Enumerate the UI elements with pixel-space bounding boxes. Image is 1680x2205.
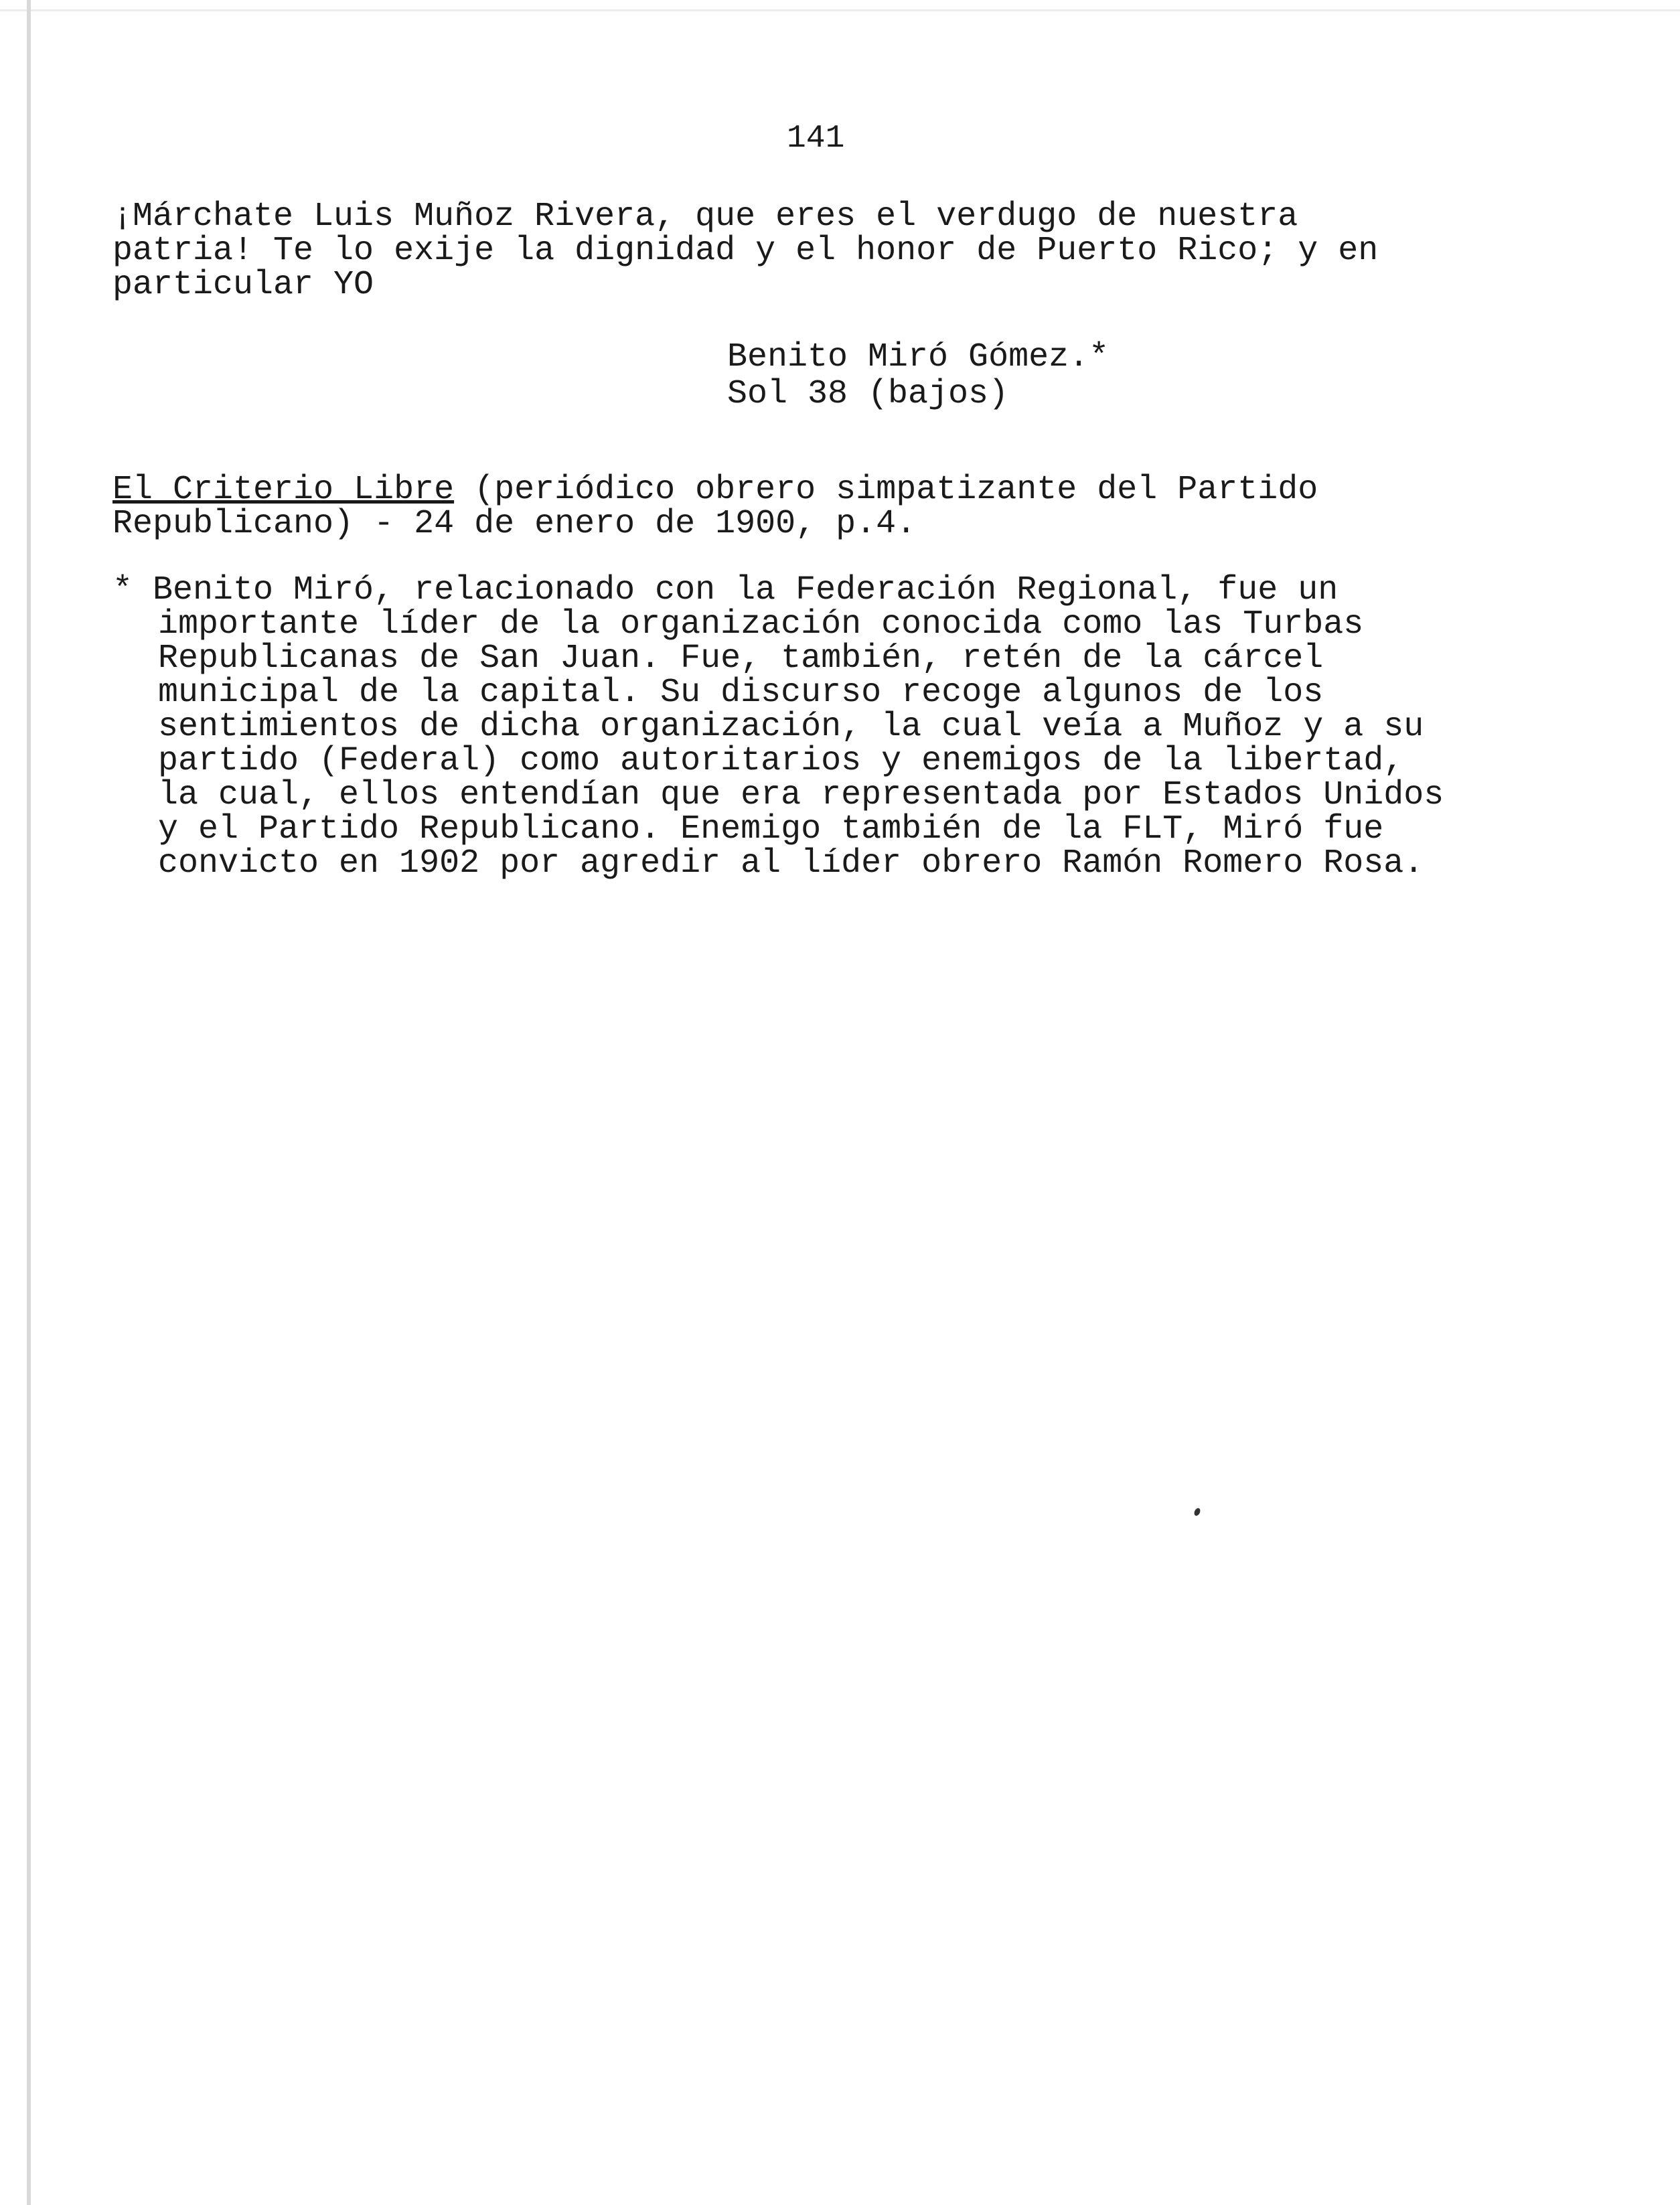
footnote — [112, 571, 1444, 883]
footnote-line: * Benito Miró, relacionado con la Federación Regional, fue un — [112, 571, 1339, 609]
letter-line: particular YO — [112, 266, 374, 304]
footnote-line: y el Partido Republicano. Enemigo también de la FLT, Miró fue — [158, 810, 1384, 848]
source-citation — [112, 473, 1438, 541]
footnote-line: partido (Federal) como autoritarios y enemigos de la libertad, — [158, 742, 1404, 780]
page-number: 141 — [787, 121, 845, 157]
scan-edge-left — [27, 0, 31, 2205]
footnote-line: la cual, ellos entendían que era representada por Estados Unidos — [158, 776, 1444, 814]
footnote-line: Republicanas de San Juan. Fue, también, retén de la cárcel — [158, 639, 1324, 678]
letter-line: patria! Te lo exije la dignidad y el honor de Puerto Rico; y en — [112, 232, 1379, 270]
citation-description: (periódico obrero simpatizante del Partido — [454, 471, 1318, 509]
letter-text — [112, 200, 1438, 302]
citation-line-2: Republicano) - 24 de enero de 1900, p.4. — [112, 505, 917, 543]
footnote-line: municipal de la capital. Su discurso recoge algunos de los — [158, 674, 1324, 712]
footnote-line: importante líder de la organización conocida como las Turbas — [158, 605, 1364, 643]
signature-address: Sol 38 (bajos) — [727, 375, 1009, 413]
newspaper-title: El Criterio Libre — [112, 471, 455, 509]
footnote-line: sentimientos de dicha organización, la cual veía a Muñoz y a su — [158, 708, 1424, 746]
footnote-line: convicto en 1902 por agredir al líder obrero Ramón Romero Rosa. — [158, 844, 1424, 883]
signature-name: Benito Miró Gómez.* — [727, 338, 1110, 376]
citation-line-1 — [112, 473, 1438, 507]
signature-block — [727, 339, 1109, 412]
scan-edge-top — [0, 9, 1680, 11]
letter-line: ¡Márchate Luis Muñoz Rivera, que eres el verdugo de nuestra — [112, 198, 1298, 236]
ink-speck — [1193, 1507, 1201, 1517]
